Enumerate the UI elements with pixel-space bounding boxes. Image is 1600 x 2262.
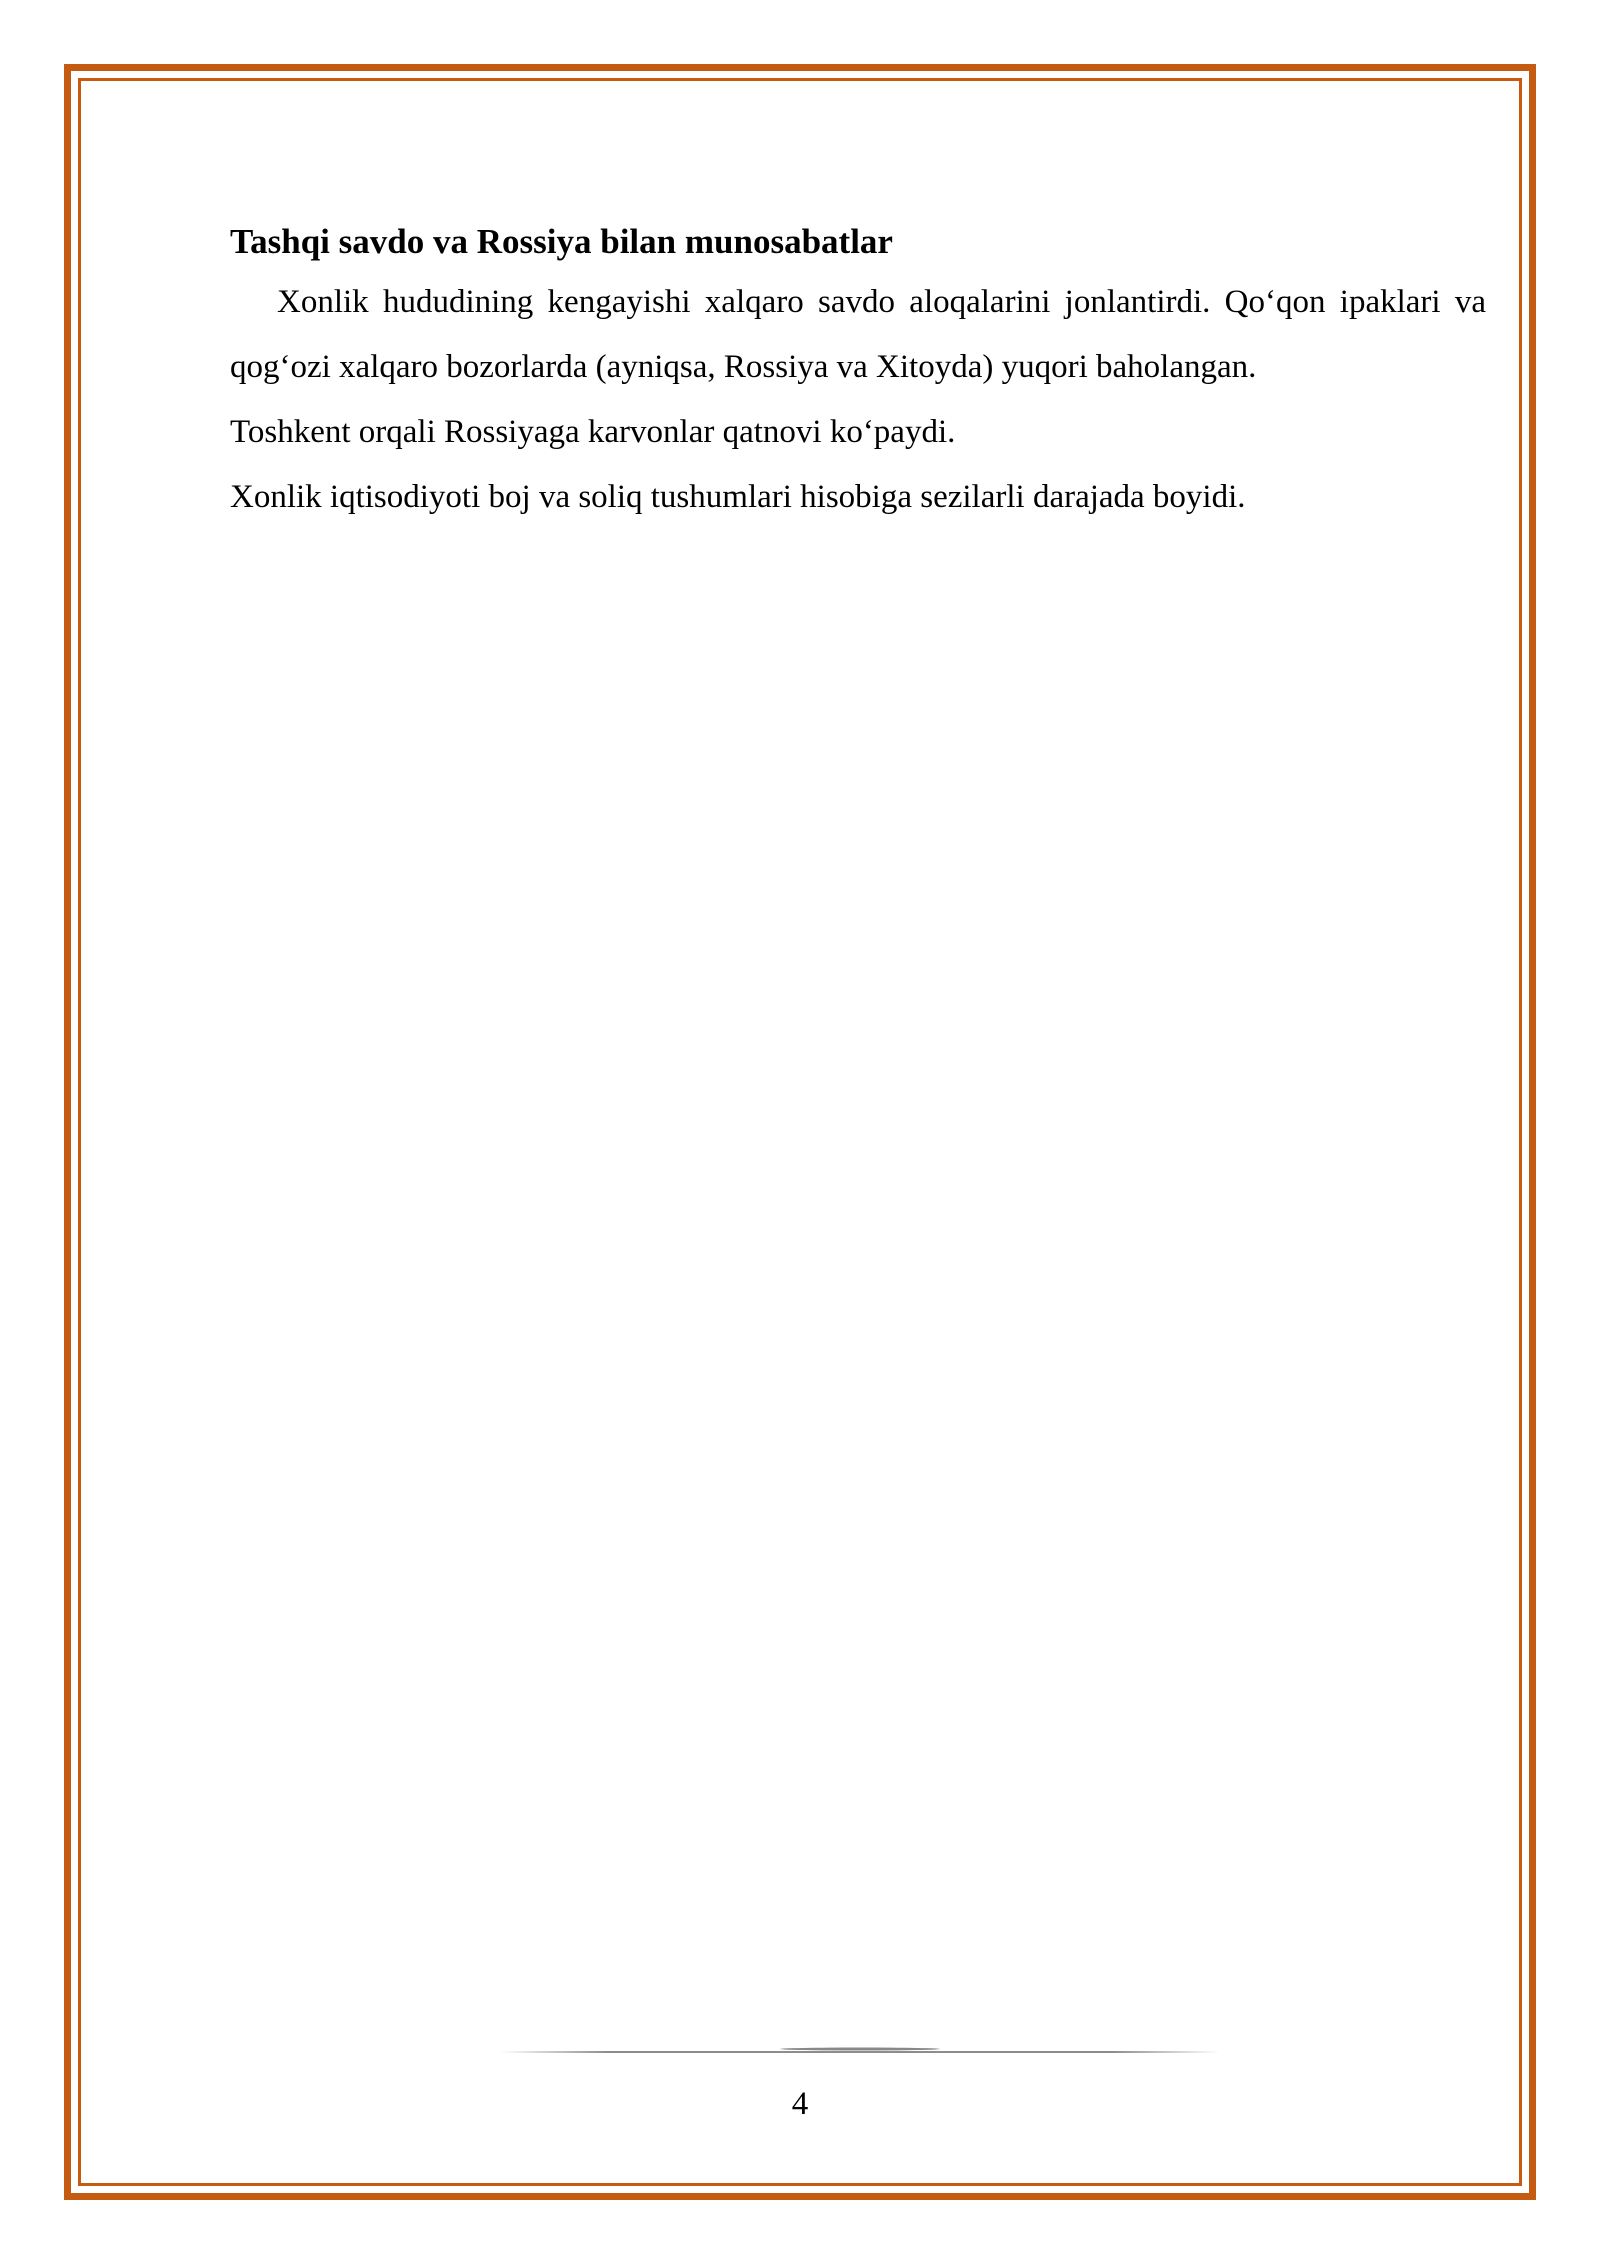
page-number: 4 xyxy=(791,2086,809,2122)
paragraph-trade: Xonlik hududining kengayishi xalqaro savdo aloqalarini jonlantirdi. Qo‘qon ipaklari va qog‘ozi xalqaro bozorlarda (ayniqsa, Rossiya va Xitoyda) yuqori baholangan. xyxy=(230,284,1486,385)
footer-divider xyxy=(500,2046,1220,2054)
section-heading: Tashqi savdo va Rossiya bilan munosabatlar xyxy=(230,222,893,261)
paragraph-caravans: Toshkent orqali Rossiyaga karvonlar qatnovi ko‘paydi. xyxy=(230,414,956,450)
page-content xyxy=(230,214,1486,530)
paragraph-economy: Xonlik iqtisodiyoti boj va soliq tushumlari hisobiga sezilarli darajada boyidi. xyxy=(230,479,1246,515)
